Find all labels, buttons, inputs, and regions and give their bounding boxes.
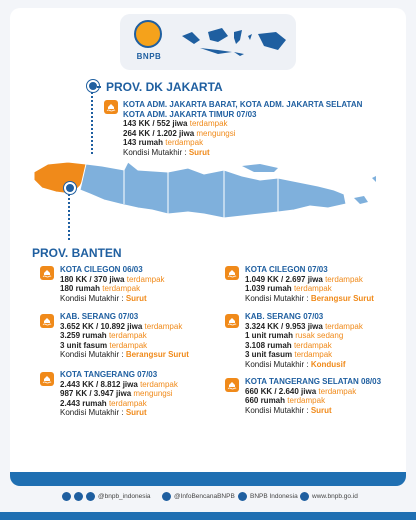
entry-condition: [245, 406, 405, 416]
tag: rusak sedang: [295, 331, 344, 341]
jakarta-location-2: KOTA ADM. JAKARTA TIMUR 07/03: [123, 109, 257, 119]
entry-line: [60, 331, 215, 341]
condition-value: Berangsur Surut: [310, 293, 374, 303]
entry-title: KOTA CILEGON 06/03: [60, 265, 143, 274]
tag: mengungsi: [196, 128, 236, 138]
entry-line: [60, 341, 215, 351]
header-logo-block: [120, 14, 296, 70]
tag: terdampak: [140, 379, 178, 389]
tag: terdampak: [108, 398, 147, 408]
condition-label: Kondisi Mutakhir :: [245, 359, 309, 369]
entry-line: [60, 275, 210, 285]
condition-label: Kondisi Mutakhir :: [245, 293, 309, 303]
condition-label: Kondisi Mutakhir :: [60, 293, 124, 303]
entry-line: [245, 350, 400, 360]
logo-text: BNPB: [136, 52, 162, 61]
entry-condition: [60, 408, 220, 418]
banten-entry-3: [60, 312, 215, 360]
jakarta-line-1: [123, 119, 393, 129]
value: 3 unit fasum: [60, 340, 108, 350]
entry-condition: [245, 294, 400, 304]
entry-line: [60, 284, 210, 294]
value: 660 rumah: [245, 396, 286, 406]
flood-icon: [40, 372, 54, 386]
value: 660 KK / 2.640 jiwa: [245, 386, 317, 396]
tag: terdampak: [126, 274, 165, 284]
banten-entry-6: [245, 377, 405, 415]
facebook-icon: [162, 492, 171, 501]
entry-line: [245, 284, 400, 294]
condition-value: Surut: [188, 147, 210, 157]
condition-value: Surut: [310, 405, 332, 415]
banten-entry-4: [245, 312, 400, 370]
value: 143 KK / 552 jiwa: [123, 119, 188, 129]
banten-entry-2: [245, 265, 400, 303]
flood-icon: [104, 100, 118, 114]
banten-connector: [68, 194, 70, 240]
footer-facebook[interactable]: [162, 492, 235, 501]
entry-title: KAB. SERANG 07/03: [245, 312, 324, 321]
youtube-icon: [238, 492, 247, 501]
value: 3.652 KK / 10.892 jiwa: [60, 321, 143, 331]
tag: terdampak: [189, 119, 228, 129]
flood-icon: [225, 266, 239, 280]
entry-condition: [60, 294, 210, 304]
footer-youtube[interactable]: [238, 492, 298, 501]
entry-title: KOTA TANGERANG 07/03: [60, 370, 158, 379]
flood-icon: [40, 314, 54, 328]
card-bottom-stripe: [10, 472, 406, 486]
bottom-bar: [0, 512, 416, 520]
entry-line: [60, 389, 220, 399]
jakarta-leader-line: [97, 86, 101, 88]
tag: terdampak: [287, 396, 326, 406]
bnpb-logo-icon: [134, 20, 162, 48]
banten-entry-5: [60, 370, 220, 418]
value: 3.108 rumah: [245, 340, 292, 350]
flood-icon: [225, 314, 239, 328]
youtube-handle: BNPB Indonesia: [250, 493, 298, 500]
instagram-icon: [62, 492, 71, 501]
flood-icon: [225, 378, 239, 392]
tag: terdampak: [318, 386, 357, 396]
tag: terdampak: [293, 340, 332, 350]
entry-title: KOTA CILEGON 07/03: [245, 265, 328, 274]
banten-title: PROV. BANTEN: [32, 246, 122, 260]
entry-line: [245, 387, 405, 397]
footer-social[interactable]: [62, 492, 151, 501]
java-map: [28, 147, 378, 236]
facebook-handle: @InfoBencanaBNPB: [174, 493, 235, 500]
footer-web[interactable]: [300, 492, 358, 501]
website: www.bnpb.go.id: [312, 493, 358, 500]
value: 2.443 KK / 8.812 jiwa: [60, 379, 138, 389]
condition-value: Berangsur Surut: [125, 350, 189, 360]
jakarta-title: PROV. DK JAKARTA: [106, 80, 223, 94]
tag: mengungsi: [133, 389, 173, 399]
condition-label: Kondisi Mutakhir :: [60, 350, 124, 360]
entry-line: [245, 275, 400, 285]
jakarta-location-1: KOTA ADM. JAKARTA BARAT, KOTA ADM. JAKARTA SELATAN: [123, 100, 363, 109]
tiktok-icon: [74, 492, 83, 501]
tag: terdampak: [144, 321, 183, 331]
value: 1 unit rumah: [245, 331, 294, 341]
entry-line: [245, 341, 400, 351]
value: 264 KK / 1.202 jiwa: [123, 128, 195, 138]
tag: terdampak: [293, 284, 332, 294]
indonesia-map-icon: [178, 22, 290, 62]
entry-line: [60, 380, 220, 390]
entry-line: [60, 399, 220, 409]
banten-entry-1: [60, 265, 210, 303]
entry-title: KAB. SERANG 07/03: [60, 312, 139, 321]
jakarta-connector: [91, 92, 93, 154]
x-icon: [86, 492, 95, 501]
condition-value: Kondusif: [310, 359, 346, 369]
tag: terdampak: [325, 321, 363, 331]
entry-line: [245, 331, 400, 341]
jakarta-entry: [123, 100, 393, 158]
value: 3.259 rumah: [60, 331, 107, 341]
banten-pin-icon: [64, 182, 76, 194]
condition-label: Kondisi Mutakhir :: [123, 147, 187, 157]
footer: [0, 486, 416, 510]
entry-line: [245, 396, 405, 406]
entry-condition: [245, 360, 400, 370]
entry-line: [60, 322, 215, 332]
tag: terdampak: [108, 331, 147, 341]
jakarta-line-3: [123, 138, 393, 148]
value: 143 rumah: [123, 138, 164, 148]
social-handle: @bnpb_indonesia: [98, 493, 151, 500]
value: 180 KK / 370 jiwa: [60, 274, 125, 284]
value: 3.324 KK / 9.953 jiwa: [245, 321, 323, 331]
value: 987 KK / 3.947 jiwa: [60, 389, 132, 399]
value: 180 rumah: [60, 284, 101, 294]
tag: terdampak: [109, 340, 148, 350]
condition-label: Kondisi Mutakhir :: [245, 405, 309, 415]
tag: terdampak: [102, 284, 141, 294]
entry-condition: [60, 350, 215, 360]
entry-line: [245, 322, 400, 332]
condition-value: Surut: [125, 408, 147, 418]
tag: terdampak: [165, 138, 204, 148]
condition-label: Kondisi Mutakhir :: [60, 408, 124, 418]
value: 2.443 rumah: [60, 398, 107, 408]
value: 3 unit fasum: [245, 350, 293, 360]
tag: terdampak: [325, 274, 363, 284]
value: 1.049 KK / 2.697 jiwa: [245, 274, 323, 284]
jakarta-line-2: [123, 129, 393, 139]
condition-value: Surut: [125, 293, 147, 303]
tag: terdampak: [294, 350, 333, 360]
value: 1.039 rumah: [245, 284, 292, 294]
globe-icon: [300, 492, 309, 501]
flood-icon: [40, 266, 54, 280]
entry-title: KOTA TANGERANG SELATAN 08/03: [245, 377, 382, 386]
